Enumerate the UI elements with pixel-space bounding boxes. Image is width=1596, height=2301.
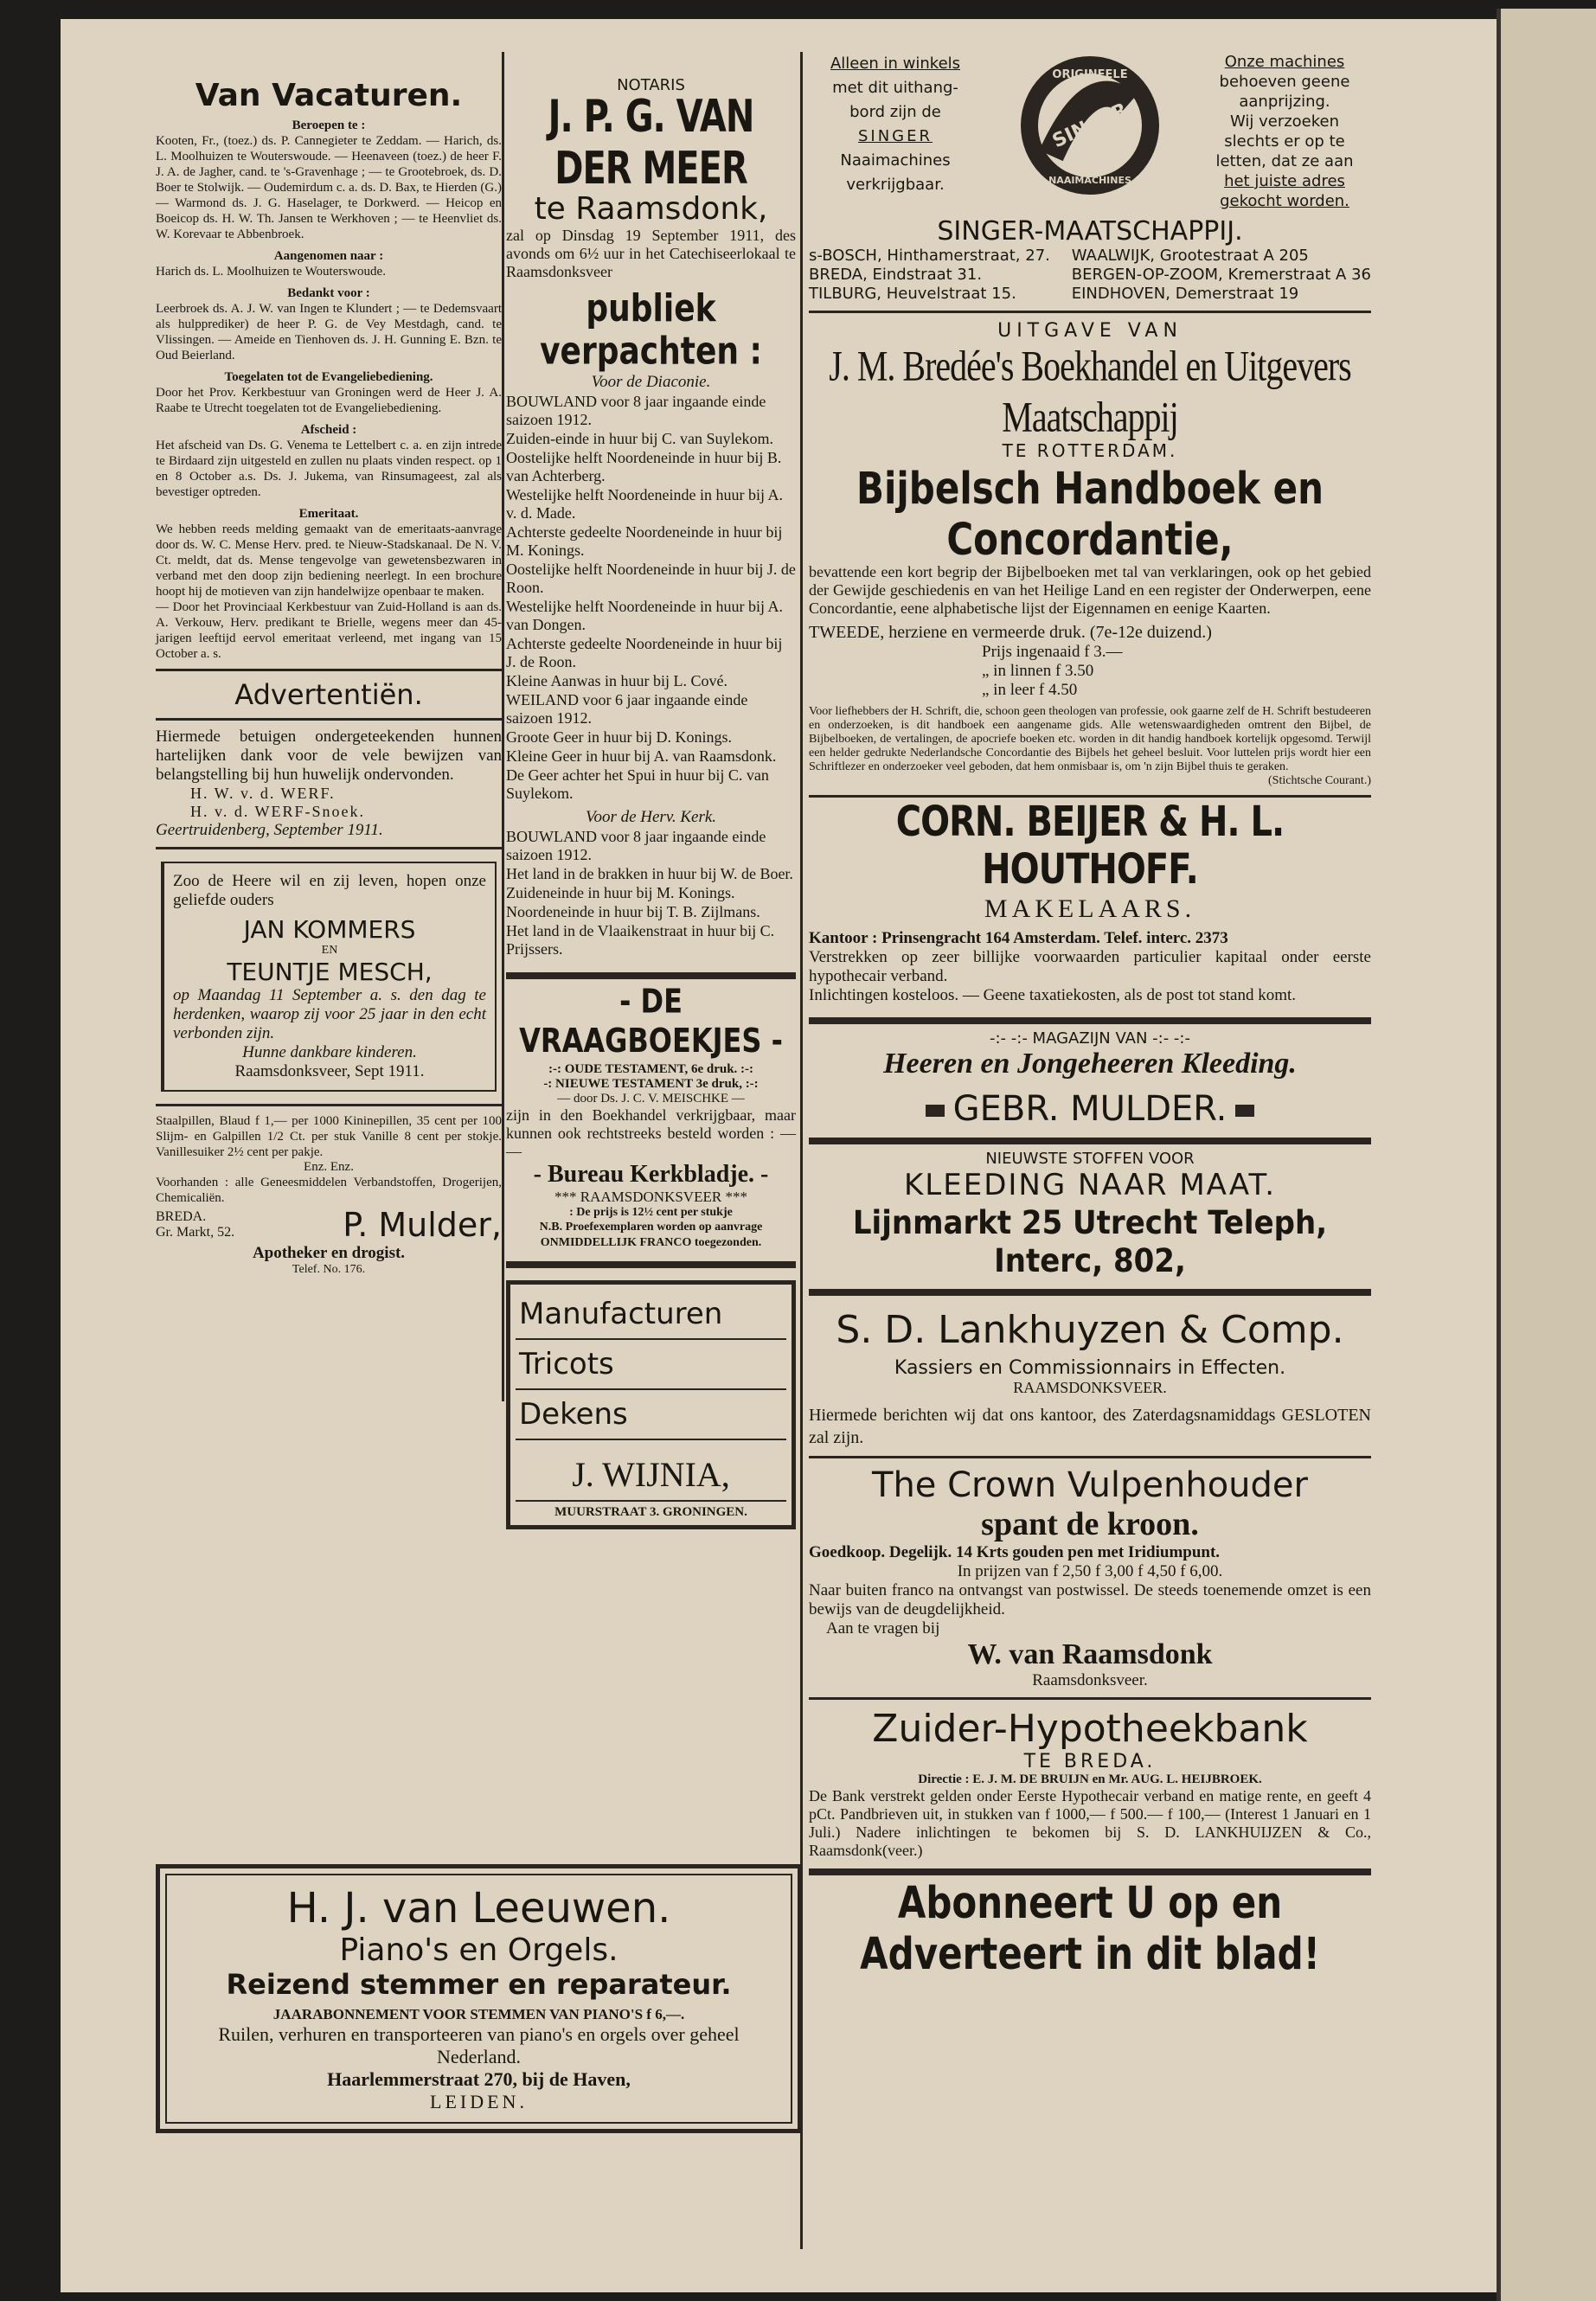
singer-logo-icon — [1016, 52, 1163, 199]
column-2 — [506, 52, 796, 1529]
divider — [809, 1456, 1371, 1458]
section-heading: Bedankt voor : — [287, 286, 370, 300]
singer-line: slechts er op te — [1224, 132, 1345, 151]
bureau-place: *** RAAMSDONKSVEER *** — [554, 1189, 747, 1205]
handbook-edition: TWEEDE, herziene en vermeerde druk. (7e-12e duizend.) — [809, 623, 1212, 642]
column-divider — [502, 52, 504, 1401]
booklets-title: - DE VRAAGBOEKJES - — [519, 981, 783, 1061]
divider — [809, 1697, 1371, 1700]
auction-lot: Noordeneinde in huur bij T. B. Zijlmans. — [506, 903, 760, 920]
bureau-price: : De prijs is 12½ cent per stukje — [569, 1206, 733, 1219]
singer-logo — [1016, 52, 1163, 199]
jubilee-ad — [161, 862, 497, 1092]
thanks-signature: H. W. v. d. WERF. — [190, 785, 336, 802]
singer-line: verkrijgbaar. — [846, 176, 945, 194]
crown-text: In prijzen van f 2,50 f 3,00 f 4,50 f 6,00. — [957, 1562, 1223, 1580]
notary-label: NOTARIS — [617, 76, 685, 94]
fabrics-label: NIEUWSTE STOFFEN VOOR — [985, 1150, 1195, 1168]
handbook-price: „ in linnen f 3.50 — [982, 662, 1094, 680]
singer-line: Onze machines — [1224, 53, 1345, 71]
crown-subtitle: spant de kroon. — [981, 1506, 1199, 1542]
auction-lot: Het land in de brakken in huur bij W. de Boer. — [506, 865, 793, 882]
leeuwen-name: H. J. van Leeuwen. — [286, 1884, 671, 1932]
beijer-title: CORN. BEIJER & H. L. HOUTHOFF. — [895, 798, 1285, 894]
singer-logo-mid: SINGER — [1049, 99, 1131, 153]
singer-line: aanprijzing. — [1239, 93, 1330, 111]
singer-line: Naaimachines — [840, 151, 951, 170]
divider — [156, 1104, 502, 1106]
booklets-line: -: NIEUWE TESTAMENT 3e druk, :-: — [543, 1077, 759, 1091]
crown-text: Aan te vragen bij — [826, 1619, 940, 1638]
auction-lot: De Geer achter het Spui in huur bij C. van Suylekom. — [506, 766, 769, 802]
singer-address: EINDHOVEN, Demerstraat 19 — [1071, 285, 1299, 303]
section-heading: Beroepen te : — [292, 119, 366, 132]
section-text: Leerbroek ds. A. J. W. van Ingen te Klundert ; — te Dedemsvaart als hulpprediker) de heer P. G. de Vey Mestdagh, cand. te Vlissingen. — Ameide en Tienhoven ds. J. H. Gunning E. Bzn. te Oud Beierland. — [156, 302, 502, 362]
singer-title: SINGER-MAATSCHAPPIJ. — [937, 216, 1243, 247]
singer-line: Alleen in winkels — [830, 54, 961, 73]
auction-lot: WEILAND voor 6 jaar ingaande einde saizoen 1912. — [506, 691, 748, 727]
auction-lot: Westelijke helft Noordeneinde in huur bij A. v. d. Made. — [506, 486, 783, 522]
divider — [506, 972, 796, 979]
jubilee-en: EN — [321, 944, 338, 957]
wijnia-name: J. WIJNIA, — [572, 1455, 730, 1494]
singer-line: SINGER — [857, 127, 933, 145]
lankhuyzen-text: Hiermede berichten wij dat ons kantoor, des Zaterdagsnamiddags GESLOTEN zal zijn. — [809, 1406, 1371, 1447]
lankhuyzen-title: S. D. Lankhuyzen & Comp. — [836, 1308, 1344, 1352]
beijer-office: Kantoor : Prinsengracht 164 Amsterdam. Telef. interc. 2373 — [809, 929, 1228, 947]
jubilee-signature: Hunne dankbare kinderen. — [242, 1043, 417, 1061]
pharmacy-phone: Telef. No. 176. — [292, 1263, 366, 1276]
thanks-text: Hiermede betuigen ondergeteekenden hunnen hartelijken dank voor de vele bewijzen van belangstelling bij hun huwelijk ondervonden. — [156, 727, 502, 784]
crown-text: Goedkoop. Degelijk. 14 Krts gouden pen met Iridiumpunt. — [809, 1543, 1221, 1561]
divider — [809, 1868, 1371, 1875]
divider — [506, 1261, 796, 1268]
notary-name: J. P. G. VAN DER MEER — [548, 91, 754, 195]
auction-title: publiek verpachten : — [540, 287, 762, 374]
auction-lot: Groote Geer in huur bij D. Konings. — [506, 728, 732, 746]
section-text: Het afscheid van Ds. G. Venema te Lettelbert c. a. en zijn intrede te Birdaard zijn uitgesteld en zullen nu plaats vinden respect. op 1 en 8 October a.s. Ds. J. Jukema, van Rinsumageest, zal als bevestiger optreden. — [156, 439, 502, 499]
section-text: Door het Prov. Kerkbestuur van Groningen werd de Heer J. A. Raabe te Utrecht toegelaten tot de Evangeliebediening. — [156, 386, 502, 415]
wijnia-address: MUURSTRAAT 3. GRONINGEN. — [516, 1500, 786, 1520]
subscribe-banner: Abonneert U op en Adverteert in dit blad! — [860, 1877, 1320, 1979]
auction-lot: Kleine Aanwas in huur bij L. Cové. — [506, 672, 727, 689]
singer-address: s-BOSCH, Hinthamerstraat, 27. — [809, 247, 1050, 265]
jubilee-name: JAN KOMMERS — [243, 915, 416, 944]
singer-line: Wij verzoeken — [1229, 112, 1340, 131]
crown-title: The Crown Vulpenhouder — [872, 1465, 1308, 1505]
singer-address: WAALWIJK, Grootestraat A 205 — [1071, 247, 1309, 265]
handbook-review: Voor liefhebbers der H. Schrift, die, schoon geen theologen van professie, ook gaarne zelf de H. Schrift bestudeeren en onderzoeken, is dit handboek een aangename gids. Alle wetenswaardigheden omtrent den Bijbel, de Bijbelboeken, de vertalingen, de apocriefe boeken etc. worden in dit handig handboek kortelijk opgesomd. Terwijl een helder gedrukte Nederlandsche Concordantie des Bijbels het geheel besluit. Voor luttelen prijs wordt hier een Schriftlezer en onderzoeker veel geboden, dat hem onmisbaar is, om 'n zijn Bijbel thuis te geraken. — [809, 705, 1371, 773]
beijer-info: Inlichtingen kosteloos. — Geene taxatiekosten, als de post tot stand komt. — [809, 986, 1297, 1004]
section-text: Kooten, Fr., (toez.) ds. P. Cannegieter te Zeddam. — Harich, ds. L. Moolhuizen te Wouterswoude. — Heenaveen (toez.) de heer F. J. A. de Jagher, cand. te 's-Gravenhage ; — te Grootebroek, ds. D. Boer te Stolwijk. — Oudemirdum c. a. ds. D. Bax, te Hierden (G.) — Warmond ds. J. G. Haselager, te Dorkwerd. — Heicop en Boeicop ds. H. W. Th. Jansen te Werkhoven ; — te Heenvliet ds. W. Korevaar te Abbenbroek. — [156, 134, 502, 241]
auction-intro: zal op Dinsdag 19 September 1911, des avonds om 6½ uur in het Catechiseerlokaal te Raamsdonksveer — [506, 227, 796, 280]
handbook-title: Bijbelsch Handboek en Concordantie, — [856, 463, 1324, 565]
pharmacy-available: Voorhanden : alle Geneesmiddelen Verbandstoffen, Drogerijen, Chemicaliën. — [156, 1176, 502, 1205]
thanks-place: Geertruidenberg, September 1911. — [156, 821, 383, 839]
auction-section: Voor de Herv. Kerk. — [585, 808, 717, 826]
pharmacy-address: Gr. Markt, 52. — [156, 1225, 235, 1240]
section-heading: Emeritaat. — [298, 507, 359, 521]
publisher-name: J. M. Bredée's Boekhandel en Uitgevers Maatschappij — [829, 341, 1351, 441]
handbook-source: (Stichtsche Courant.) — [1268, 774, 1371, 787]
beijer-text: Verstrekken op zeer billijke voorwaarden particulier kapitaal onder eerste hypothecair verband. — [809, 948, 1371, 985]
leeuwen-tuner: Reizend stemmer en reparateur. — [226, 1968, 732, 2001]
notary-place: te Raamsdonk, — [534, 191, 768, 227]
leeuwen-address: Haarlemmerstraat 270, bij de Haven, — [327, 2068, 631, 2090]
auction-lot: BOUWLAND voor 8 jaar ingaande einde saizoen 1912. — [506, 393, 766, 428]
auction-lot: Achterste gedeelte Noordeneinde in huur bij M. Konings. — [506, 523, 783, 559]
auction-lot: Zuiden-einde in huur bij C. van Suylekom. — [506, 430, 773, 447]
booklets-text: zijn in den Boekhandel verkrijgbaar, maar kunnen ook rechtstreeks besteld worden : — — — [506, 1106, 796, 1160]
publisher-city: TE ROTTERDAM. — [1002, 440, 1178, 461]
tailoring-title: KLEEDING NAAR MAAT. — [903, 1168, 1277, 1202]
square-icon — [926, 1105, 945, 1117]
crown-text: Naar buiten franco na ontvangst van postwissel. De steeds toenemende omzet is een bewijs van de deugdelijkheid. — [809, 1581, 1371, 1618]
handbook-price: „ in leer f 4.50 — [982, 681, 1078, 699]
hypotheekbank-text: De Bank verstrekt gelden onder Eerste Hypothecair verband en matige rente, en geeft 4 pCt. Pandbrieven uit, in stukken van f 1000,— f 500.— f 100,— (Interest 1 Januari en 1 Juli.) Nadere inlichtingen te bekomen bij S. D. LANKHUIJZEN & Co., Raamsdonk(veer.) — [809, 1787, 1371, 1859]
jubilee-name: TEUNTJE MESCH, — [227, 958, 433, 986]
pharmacy-name: P. Mulder, — [343, 1206, 502, 1244]
auction-section: Voor de Diaconie. — [591, 373, 711, 391]
auction-lots — [506, 393, 796, 803]
auction-lot: Oostelijke helft Noordeneinde in huur bij J. de Roon. — [506, 561, 796, 596]
bureau-note: N.B. Proefexemplaren worden op aanvrage ONMIDDELLIJK FRANCO toegezonden. — [539, 1221, 763, 1249]
auction-lot: Oostelijke helft Noordeneinde in huur bij B. van Achterberg. — [506, 449, 782, 484]
wijnia-item: Tricots — [516, 1340, 786, 1390]
wijnia-ad — [506, 1280, 796, 1529]
divider — [809, 1017, 1371, 1024]
crown-place: Raamsdonksveer. — [1032, 1671, 1148, 1689]
singer-line: behoeven geene — [1219, 73, 1350, 91]
singer-address: TILBURG, Heuvelstraat 15. — [809, 285, 1016, 303]
leeuwen-city: LEIDEN. — [430, 2091, 528, 2112]
singer-address: BERGEN-OP-ZOOM, Kremerstraat A 36 — [1071, 266, 1371, 284]
divider — [156, 669, 502, 671]
singer-line: met dit uithang- — [832, 79, 958, 97]
booklets-line: — door Ds. J. C. V. MEISCHKE — — [557, 1092, 745, 1106]
lankhuyzen-subtitle: Kassiers en Commissionnairs in Effecten. — [894, 1357, 1286, 1379]
pharmacy-city: BREDA. — [156, 1209, 207, 1224]
hypotheekbank-title: Zuider-Hypotheekbank — [872, 1707, 1308, 1751]
pharmacy-products: Staalpillen, Blaud f 1,— per 1000 Kininepillen, 35 cent per 100 Slijm- en Galpillen 1/2 Ct. per stuk Vanille 8 cent per stokje. Vanillesuiker 2½ cent per pakje. — [156, 1114, 502, 1159]
mulder-title — [809, 1089, 1371, 1129]
mulder-name: GEBR. MULDER. — [952, 1089, 1227, 1129]
advertisements-title: Advertentiën. — [234, 678, 423, 711]
publisher-label: UITGAVE VAN — [997, 320, 1183, 342]
auction-lot: Zuideneinde in huur bij M. Konings. — [506, 884, 735, 901]
column-1 — [156, 52, 502, 1277]
singer-left-text — [809, 52, 982, 197]
section-heading: Afscheid : — [300, 423, 357, 437]
mulder-address: Lijnmarkt 25 Utrecht Teleph, Interc, 802, — [852, 1204, 1328, 1280]
singer-address: BREDA, Eindstraat 31. — [809, 266, 983, 284]
beijer-subtitle: MAKELAARS. — [984, 894, 1196, 923]
auction-lot: Achterste gedeelte Noordeneinde in huur bij J. de Roon. — [506, 635, 783, 670]
leeuwen-services: Ruilen, verhuren en transporteeren van piano's en orgels over geheel Nederland. — [218, 2023, 740, 2067]
handbook-price: Prijs ingenaaid f 3.— — [982, 643, 1123, 661]
auction-lot: Westelijke helft Noordeneinde in huur bij A. van Dongen. — [506, 598, 783, 633]
hypotheekbank-place: TE BREDA. — [1023, 1751, 1157, 1772]
singer-logo-bottom: NAAIMACHINES — [1048, 175, 1131, 186]
square-icon — [1235, 1105, 1254, 1117]
singer-line: het juiste adres — [1224, 172, 1345, 190]
bureau-title: - Bureau Kerkbladje. - — [533, 1161, 769, 1188]
pharmacy-enz: Enz. Enz. — [304, 1160, 354, 1174]
crown-seller: W. van Raamsdonk — [967, 1638, 1213, 1670]
singer-line: bord zijn de — [849, 103, 941, 121]
page-edge — [1497, 9, 1596, 2301]
auction-lot: BOUWLAND voor 8 jaar ingaande einde saizoen 1912. — [506, 828, 766, 863]
divider — [809, 311, 1371, 313]
clothing-title: Heeren en Jongeheeren Kleeding. — [883, 1048, 1297, 1080]
divider — [809, 1289, 1371, 1296]
auction-lot: Kleine Geer in huur bij A. van Raamsdonk. — [506, 747, 777, 765]
singer-right-text — [1198, 52, 1371, 211]
divider — [809, 1138, 1371, 1144]
store-label: -:- -:- MAGAZIJN VAN -:- -:- — [990, 1029, 1190, 1048]
singer-line: letten, dat ze aan — [1215, 152, 1354, 170]
lankhuyzen-place: RAAMSDONKSVEER. — [1013, 1379, 1167, 1396]
hypotheekbank-directors: Directie : E. J. M. DE BRUIJN en Mr. AUG. L. HEIJBROEK. — [918, 1772, 1262, 1786]
section-heading: Toegelaten tot de Evangeliebediening. — [224, 370, 433, 384]
handbook-text: bevattende een kort begrip der Bijbelboeken met tal van verklaringen, ook op het gebied der Gewijde geschiedenis en van het Heilige Land en een register der Onderwerpen, eene Concordantie, eene alphabetische lijst der Eigennamen en eenige Kaarten. — [809, 563, 1371, 617]
singer-logo-top: ORIGINEELE — [1052, 68, 1128, 81]
divider — [809, 795, 1371, 798]
section-heading: Aangenomen naar : — [273, 249, 384, 263]
divider — [156, 718, 502, 721]
section-text: — Door het Provinciaal Kerkbestuur van Zuid-Holland is aan ds. A. Verkouw, Herv. predikant te Brielle, wegens meer dan 45-jarigen leeftijd eervol emeritaat verleend, met ingang van 15 October a. s. — [156, 600, 502, 661]
jubilee-text: op Maandag 11 September a. s. den dag te herdenken, waarop zij voor 25 jaar in den echt verbonden zijn. — [173, 986, 486, 1042]
column-3 — [809, 52, 1371, 1979]
wijnia-item: Manufacturen — [516, 1290, 786, 1340]
auction-lots — [506, 828, 796, 958]
thanks-signature: H. v. d. WERF-Snoek. — [190, 803, 365, 820]
wijnia-item: Dekens — [516, 1390, 786, 1440]
pharmacy-title: Apotheker en drogist. — [252, 1244, 406, 1262]
singer-line: gekocht worden. — [1220, 192, 1349, 210]
booklets-line: :-: OUDE TESTAMENT, 6e druk. :-: — [548, 1062, 754, 1076]
section-text: Harich ds. L. Moolhuizen te Wouterswoude. — [156, 265, 386, 279]
handbook-prices — [809, 643, 1371, 700]
auction-lot: Het land in de Vlaaikenstraat in huur bij C. Prijssers. — [506, 922, 775, 958]
leeuwen-subscription: JAARABONNEMENT VOOR STEMMEN VAN PIANO'S f 6,—. — [272, 2006, 685, 2022]
divider — [156, 847, 502, 849]
jubilee-intro: Zoo de Heere wil en zij leven, hopen onze geliefde ouders — [173, 872, 486, 909]
van-leeuwen-ad — [156, 1864, 802, 2133]
vacancies-title: Van Vacaturen. — [195, 78, 463, 113]
section-text: We hebben reeds melding gemaakt van de emeritaats-aanvrage door ds. W. C. Mense Herv. pred. te Nieuw-Stadskanaal. De N. V. Ct. meldt, dat ds. Mense tengevolge van gewetensbezwaren in verband met den doop zijn bediening neerlegt. In een brochure hoopt hij de motieven van zijn handelwijze openbaar te maken. — [156, 522, 502, 599]
wijnia-items — [516, 1290, 786, 1440]
jubilee-place: Raamsdonksveer, Sept 1911. — [234, 1062, 425, 1080]
leeuwen-subtitle: Piano's en Orgels. — [339, 1932, 619, 1968]
